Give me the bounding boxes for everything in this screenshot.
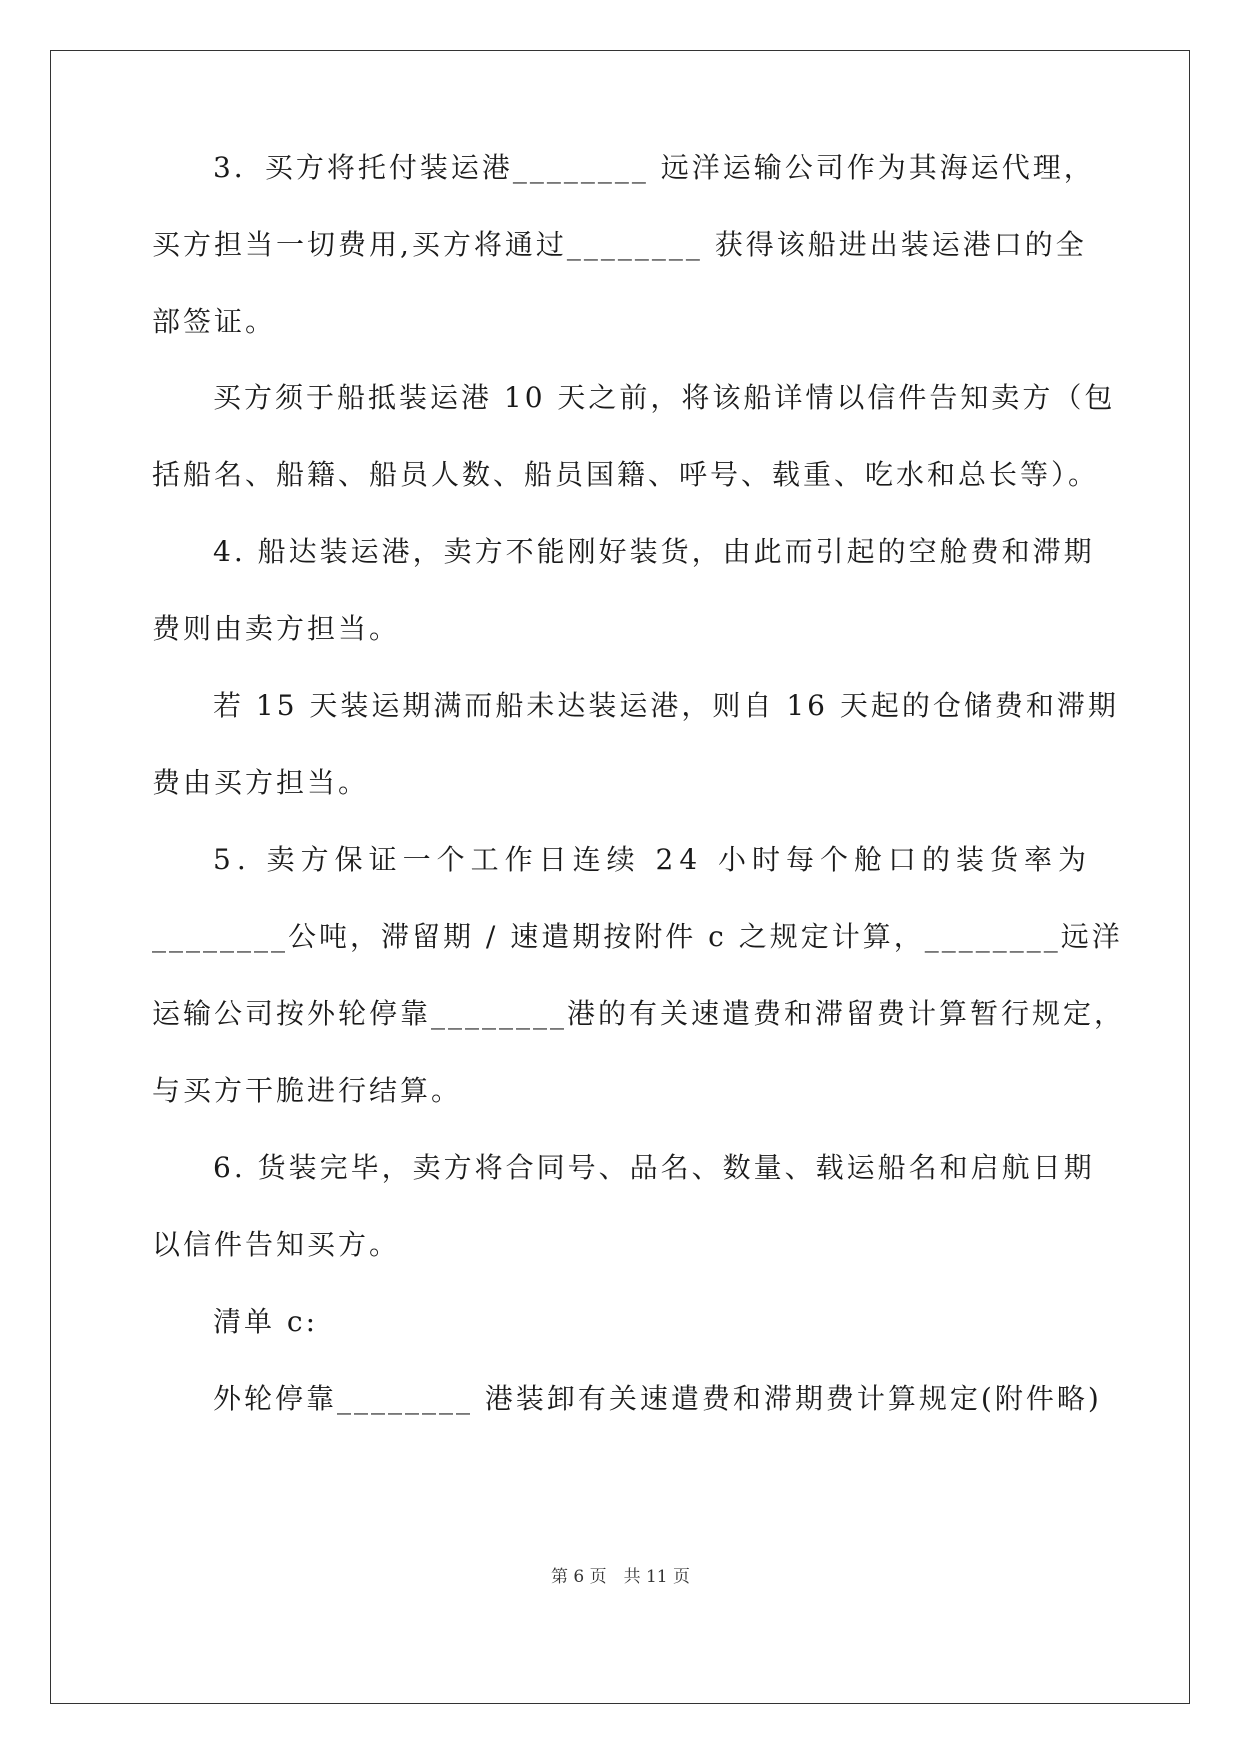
clause-5-line-1: 5. 卖方保证一个工作日连续 24 小时每个舱口的装货率为	[213, 843, 1093, 876]
clause-5-line-4: 与买方干脆进行结算。	[152, 1074, 463, 1107]
clause-6-line-1: 6. 货装完毕，卖方将合同号、品名、数量、载运船名和启航日期	[213, 1151, 1095, 1184]
page-number: 第 6 页 共 11 页	[550, 1567, 691, 1587]
clause-3-line-3: 部签证。	[152, 305, 277, 338]
clause-3-notice-line-1: 买方须于船抵装运港 10 天之前，将该船详情以信件告知卖方（包	[213, 381, 1116, 414]
clause-4-line-2: 费则由卖方担当。	[152, 612, 401, 645]
clause-4-line-1: 4. 船达装运港，卖方不能刚好装货，由此而引起的空舱费和滞期	[213, 535, 1095, 568]
clause-6-line-2: 以信件告知买方。	[152, 1228, 401, 1261]
clause-3-line-1: 3．买方将托付装运港________ 远洋运输公司作为其海运代理，	[213, 151, 1095, 184]
clause-4-storage-line-1: 若 15 天装运期满而船未达装运港，则自 16 天起的仓储费和滞期	[213, 689, 1119, 722]
list-c-heading: 清单 c:	[213, 1305, 319, 1338]
clause-3-notice-line-2: 括船名、船籍、船员人数、船员国籍、呼号、载重、吃水和总长等）。	[152, 458, 1100, 491]
clause-5-line-3: 运输公司按外轮停靠________港的有关速遣费和滞留费计算暂行规定，	[152, 997, 1126, 1030]
list-c-item: 外轮停靠________ 港装卸有关速遣费和滞期费计算规定(附件略)	[213, 1382, 1102, 1415]
clause-5-line-2: ________公吨，滞留期 / 速遣期按附件 c 之规定计算，________远洋	[152, 920, 1123, 953]
clause-3-line-2: 买方担当一切费用,买方将通过________ 获得该船进出装运港口的全	[152, 228, 1087, 261]
clause-4-storage-line-2: 费由买方担当。	[152, 766, 370, 799]
